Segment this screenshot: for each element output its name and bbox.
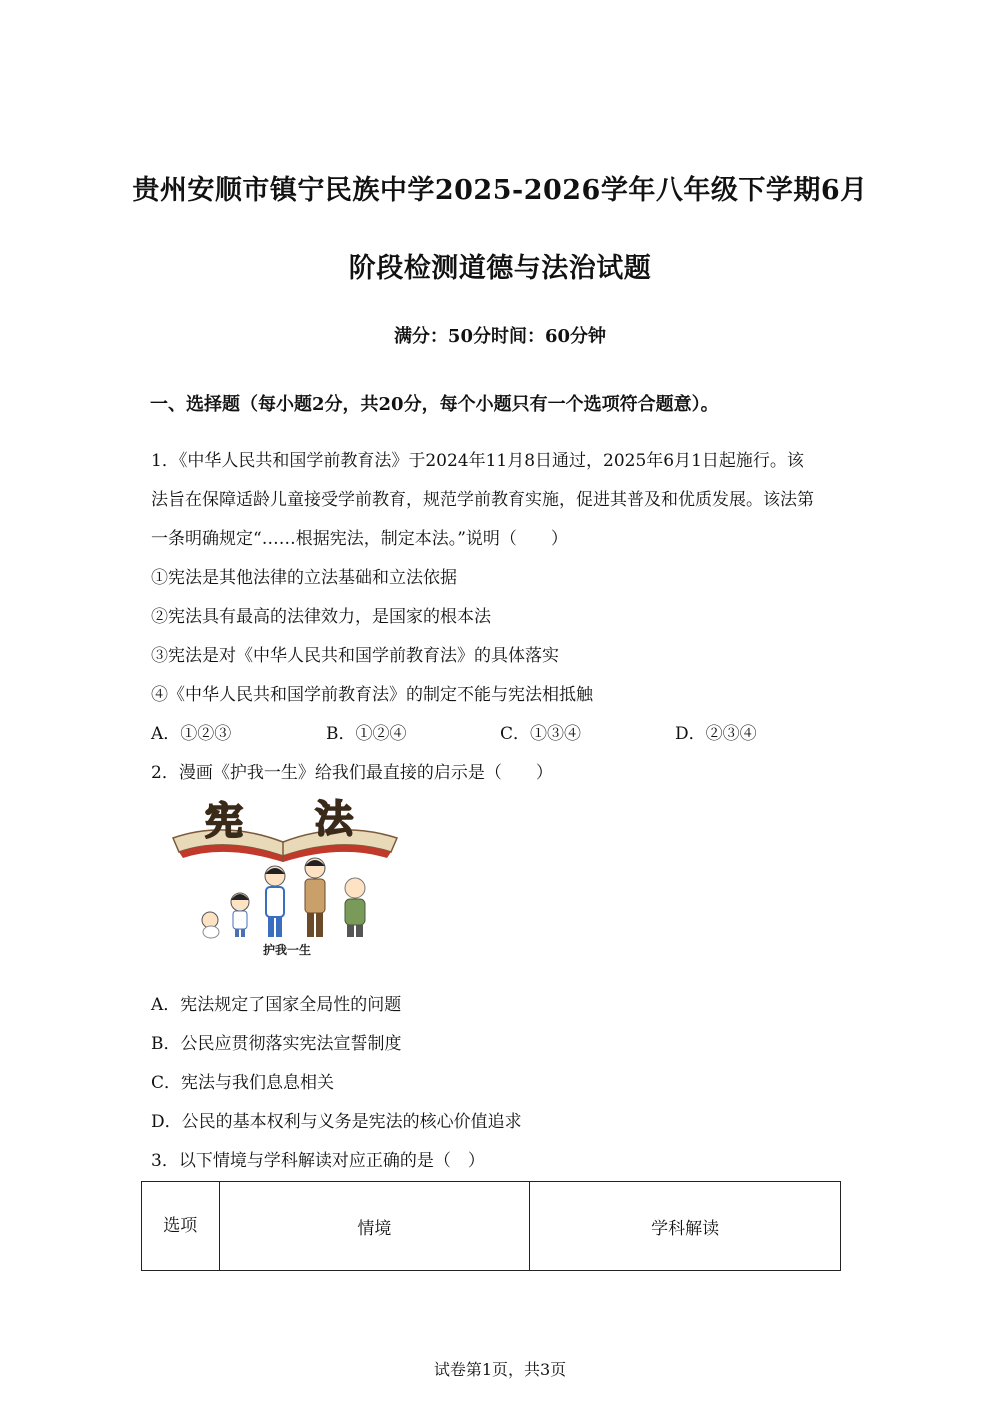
q1-statement-4: ④《中华人民共和国学前教育法》的制定不能与宪法相抵触 bbox=[151, 685, 593, 705]
q1-stem-line1: 1．《中华人民共和国学前教育法》于2024年11月8日通过，2025年6月1日起施行。该 bbox=[151, 451, 804, 471]
q3-stem: 3．以下情境与学科解读对应正确的是（ ） bbox=[151, 1151, 485, 1171]
page-footer: 试卷第1页，共3页 bbox=[433, 1360, 567, 1379]
q2-option-d[interactable]: D．公民的基本权利与义务是宪法的核心价值追求 bbox=[151, 1112, 522, 1132]
section-heading: 一、选择题（每小题2分，共20分，每个小题只有一个选项符合题意）。 bbox=[150, 394, 719, 415]
q2-option-b[interactable]: B．公民应贯彻落实宪法宣誓制度 bbox=[151, 1034, 402, 1054]
q1-stem-line2: 法旨在保障适龄儿童接受学前教育，规范学前教育实施，促进其普及和优质发展。该法第 bbox=[151, 490, 814, 510]
q1-option-d[interactable]: D．②③④ bbox=[675, 724, 757, 744]
baby-figure-icon bbox=[202, 912, 219, 938]
exam-title-line1: 贵州安顺市镇宁民族中学2025-2026学年八年级下学期6月 bbox=[132, 175, 868, 206]
table-header-interpretation: 学科解读 bbox=[530, 1182, 841, 1271]
score-time-info: 满分：50分时间：60分钟 bbox=[393, 326, 607, 347]
cartoon-caption: 护我一生 bbox=[263, 943, 312, 957]
q1-option-b[interactable]: B．①②④ bbox=[326, 724, 407, 744]
table-row bbox=[142, 1182, 841, 1271]
child-figure-icon bbox=[231, 893, 249, 937]
q2-stem: 2．漫画《护我一生》给我们最直接的启示是（ ） bbox=[151, 763, 553, 783]
table-header-situation: 情境 bbox=[219, 1182, 530, 1271]
elder-figure-icon bbox=[345, 878, 365, 937]
table-header-option: 选项 bbox=[142, 1182, 220, 1271]
q3-table bbox=[141, 1181, 841, 1271]
q1-option-c[interactable]: C．①③④ bbox=[500, 724, 582, 744]
exam-title-line2: 阶段检测道德与法治试题 bbox=[348, 253, 652, 284]
q1-statement-1: ①宪法是其他法律的立法基础和立法依据 bbox=[151, 568, 457, 588]
q1-statement-2: ②宪法具有最高的法律效力，是国家的根本法 bbox=[151, 607, 491, 627]
cartoon-title-left: 宪 bbox=[205, 799, 244, 843]
adult-figure-icon bbox=[305, 858, 325, 937]
q2-option-c[interactable]: C．宪法与我们息息相关 bbox=[151, 1073, 335, 1093]
q1-stem-line3: 一条明确规定“……根据宪法，制定本法。”说明（ ） bbox=[151, 529, 568, 549]
q1-statement-3: ③宪法是对《中华人民共和国学前教育法》的具体落实 bbox=[151, 646, 559, 666]
q2-option-a[interactable]: A．宪法规定了国家全局性的问题 bbox=[151, 995, 402, 1015]
teen-figure-icon bbox=[265, 866, 285, 937]
cartoon-title-right: 法 bbox=[315, 797, 354, 841]
cartoon-protect-me-for-life bbox=[165, 790, 405, 960]
q1-option-a[interactable]: A．①②③ bbox=[151, 724, 232, 744]
